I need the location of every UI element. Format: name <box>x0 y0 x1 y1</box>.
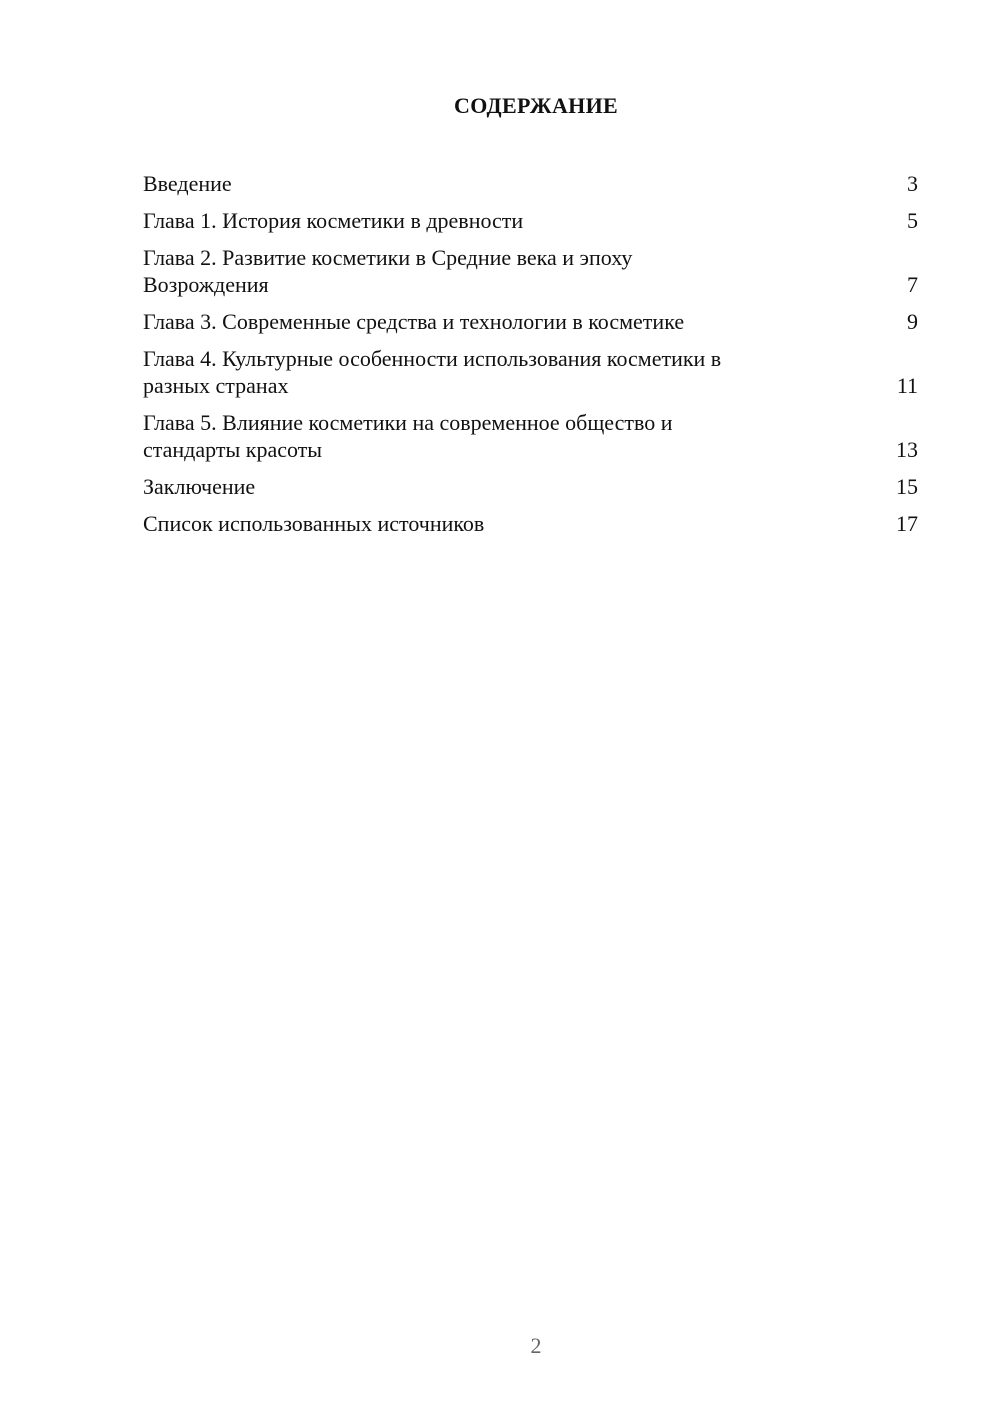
toc-list <box>143 170 918 547</box>
toc-title: СОДЕРЖАНИЕ <box>454 93 618 118</box>
toc-entry-chapter-1 <box>143 207 918 234</box>
toc-entry-text: Глава 4. Культурные особенности использования косметики в разных странах <box>143 346 722 398</box>
toc-entry-text: Список использованных источников <box>143 511 485 536</box>
toc-entry-text: Введение <box>143 171 232 196</box>
toc-entry-chapter-4 <box>143 345 918 399</box>
toc-entry-page: 11 <box>896 373 918 398</box>
toc-entry-text: Заключение <box>143 474 256 499</box>
toc-entry-chapter-2 <box>143 244 918 298</box>
toc-entry-page: 17 <box>896 511 918 536</box>
toc-entry-page: 5 <box>907 208 918 233</box>
toc-entry-text: Глава 5. Влияние косметики на современное общество и стандарты красоты <box>143 410 673 462</box>
toc-entry-text: Глава 3. Современные средства и технологии в косметике <box>143 309 685 334</box>
page-number: 2 <box>530 1333 542 1358</box>
toc-entry-chapter-3 <box>143 308 918 335</box>
toc-entry-introduction <box>143 170 918 197</box>
toc-entry-page: 15 <box>896 474 918 499</box>
toc-entry-page: 7 <box>907 272 918 297</box>
toc-entry-chapter-5 <box>143 409 918 463</box>
toc-entry-page: 9 <box>907 309 918 334</box>
toc-entry-conclusion <box>143 473 918 500</box>
toc-entry-references <box>143 510 918 537</box>
toc-entry-page: 3 <box>907 171 918 196</box>
toc-entry-page: 13 <box>896 437 918 462</box>
toc-entry-text: Глава 1. История косметики в древности <box>143 208 524 233</box>
toc-entry-text: Глава 2. Развитие косметики в Средние века и эпоху Возрождения <box>143 245 633 297</box>
